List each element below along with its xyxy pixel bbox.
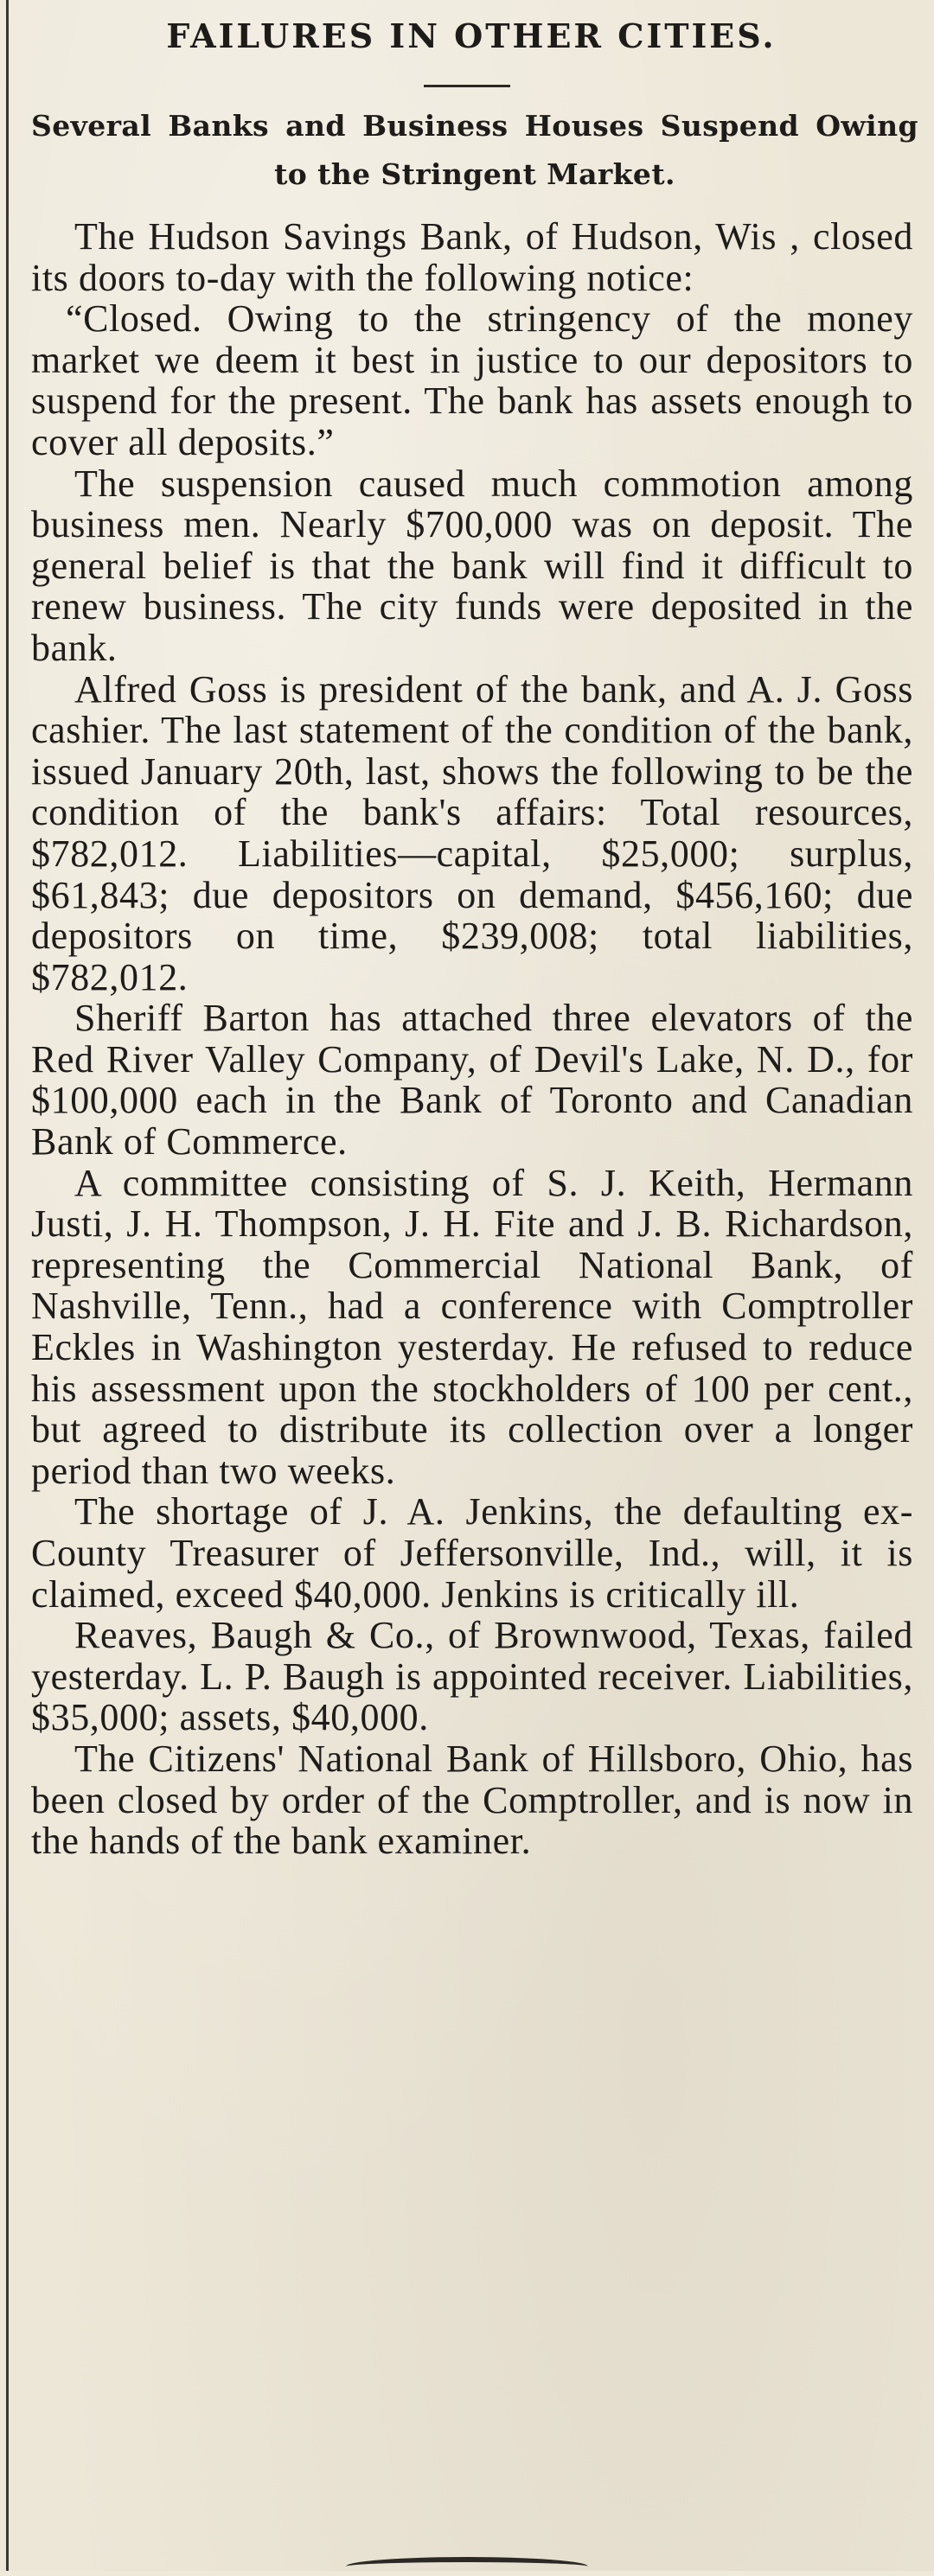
headline: FAILURES IN OTHER CITIES.: [166, 16, 777, 55]
column-rule: [6, 0, 9, 2571]
article-body: [31, 216, 913, 1862]
paragraph-reaves-baugh: Reaves, Baugh & Co., of Brownwood, Texas, failed yesterday. L. P. Baugh is appointed receiver. Liabilities, $35,000; assets, $40,000.: [31, 1614, 913, 1739]
paragraph-notice-quote: “Closed. Owing to the stringency of the money market we deem it best in justice to our depositors to suspend for the present. The bank has assets enough to cover all deposits.”: [31, 297, 913, 463]
paragraph-sheriff-barton: Sheriff Barton has attached three elevators of the Red River Valley Company, of Devil's Lake, N. D., for $100,000 each in the Bank of Toronto and Canadian Bank of Commerce.: [31, 997, 913, 1164]
paragraph-hudson-bank: The Hudson Savings Bank, of Hudson, Wis , closed its doors to-day with the following notice:: [31, 215, 913, 299]
paragraph-nashville-committee: A committee consisting of S. J. Keith, Hermann Justi, J. H. Thompson, J. H. Fite and J. B. Richardson, representing the Commercial National Bank, of Nashville, Tenn., had a conference with Comptroller Eckles in Washington yesterday. He refused to reduce his assessment upon the stockholders of 100 per cent., but agreed to distribute its collection over a longer period than two weeks.: [31, 1161, 913, 1492]
subheadline: Several Banks and Business Houses Suspend Owing to the Stringent Market.: [31, 109, 918, 191]
paragraph-citizens-bank: The Citizens' National Bank of Hillsboro, Ohio, has been closed by order of the Comptroller, and is now in the hands of the bank examiner.: [31, 1737, 913, 1863]
paragraph-jenkins-shortage: The shortage of J. A. Jenkins, the defaulting ex-County Treasurer of Jeffersonville, Ind., will, it is claimed, exceed $40,000. Jenkins is critically ill.: [31, 1490, 913, 1616]
headline-divider: [424, 85, 510, 87]
bottom-ornament: [346, 2557, 588, 2576]
paragraph-goss-statement: Alfred Goss is president of the bank, and A. J. Goss cashier. The last statement of the condition of the bank, issued January 20th, last, shows the following to be the condition of the bank's affairs: Total resources, $782,012. Liabilities—capital, $25,000; surplus, $61,843; due depositors on demand, $456,160; due depositors on time, $239,008; total liabilities, $782,012.: [31, 667, 913, 998]
paragraph-suspension: The suspension caused much commotion among business men. Nearly $700,000 was on deposit. The general belief is that the bank will find it difficult to renew business. The city funds were deposited in the bank.: [31, 462, 913, 669]
